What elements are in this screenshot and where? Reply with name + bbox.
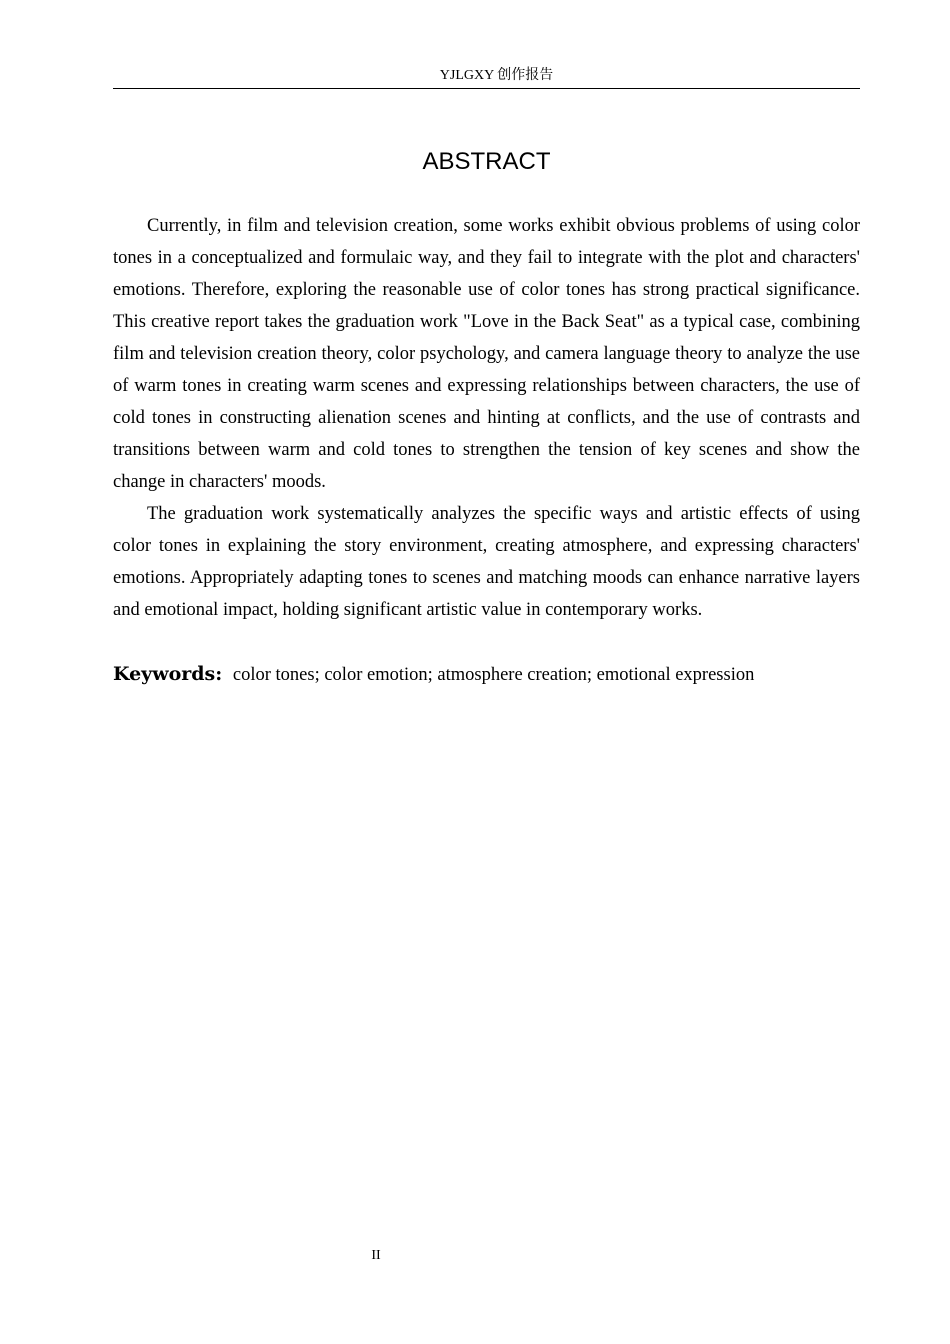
abstract-paragraph-1: Currently, in film and television creation, some works exhibit obvious problems of using color tones in a conceptualized and formulaic way, and they fail to integrate with the plot and characters' emotions. Therefore, exploring the reasonable use of color tones has strong practical significance. This creative report takes the graduation work "Love in the Back Seat" as a typical case, combining film and television creation theory, color psychology, and camera language theory to analyze the use of warm tones in creating warm scenes and expressing relationships between characters, the use of cold tones in constructing alienation scenes and hinting at conflicts, and the use of contrasts and transitions between warm and cold tones to strengthen the tension of key scenes and show the change in characters' moods. [113,216,860,492]
keywords-line [113,658,860,691]
abstract-title: ABSTRACT [422,148,551,175]
abstract-body [113,210,860,626]
keywords-text: color tones; color emotion; atmosphere creation; emotional expression [232,665,755,685]
abstract-paragraph-2: The graduation work systematically analyzes the specific ways and artistic effects of using color tones in explaining the story environment, creating atmosphere, and expressing characters' emotions. Appropriately adapting tones to scenes and matching moods can enhance narrative layers and emotional impact, holding significant artistic value in contemporary works. [113,504,860,620]
header-text: YJLGXY 创作报告 [439,68,554,83]
page-number: II [371,1248,381,1263]
page-header [113,66,860,89]
keywords-label: Keywords: [113,663,223,685]
